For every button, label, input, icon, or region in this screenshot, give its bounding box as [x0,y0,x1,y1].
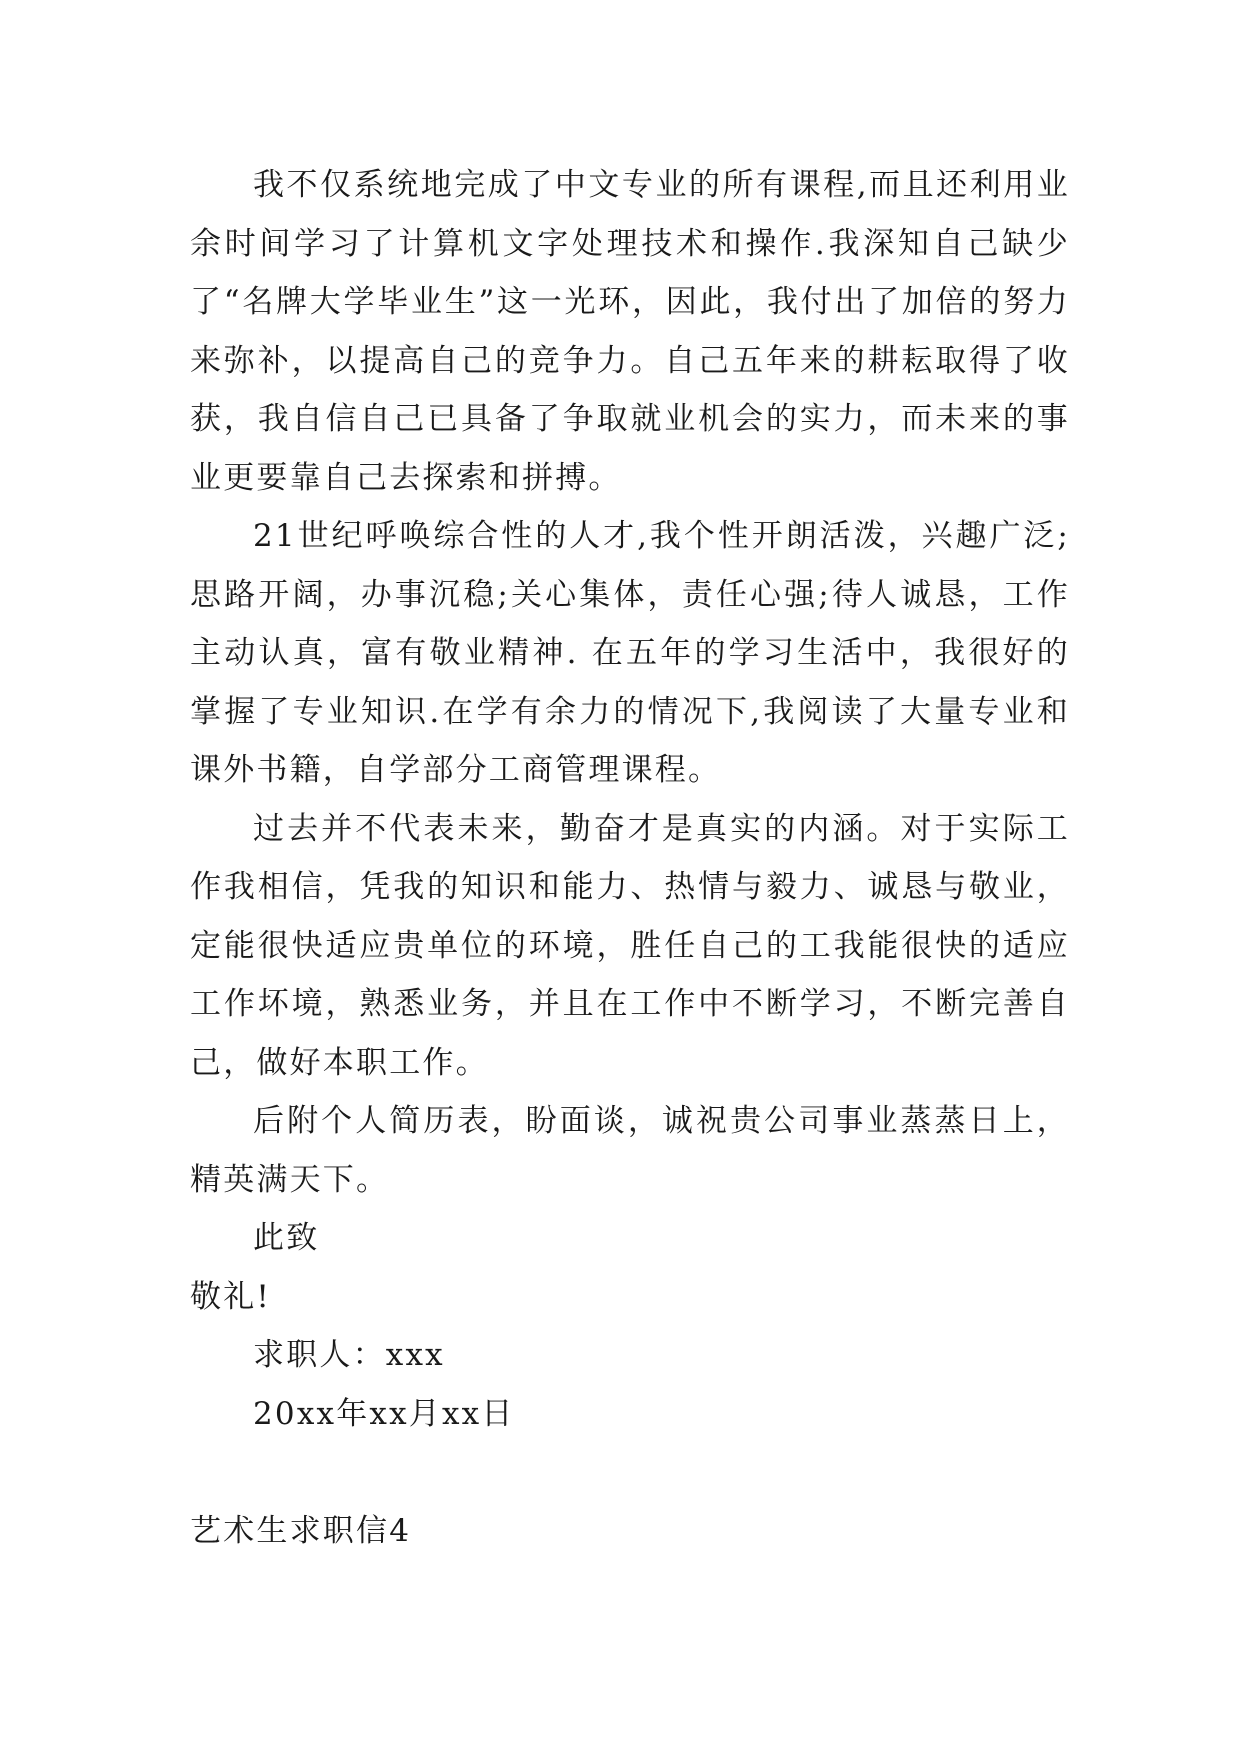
paragraph-future: 过去并不代表未来，勤奋才是真实的内涵。对于实际工作我相信，凭我的知识和能力、热情与毅力、诚恳与敬业，定能很快适应贵单位的环境，胜任自己的工我能很快的适应工作坏境，熟悉业务，并且在工作中不断学习，不断完善自己，做好本职工作。 [190,810,1070,1081]
paragraph-attachment: 后附个人简历表，盼面谈，诚祝贵公司事业蒸蒸日上，精英满天下。 [190,1103,1070,1198]
next-section-title: 艺术生求职信4 [190,1512,412,1549]
paragraph-courses: 我不仅系统地完成了中文专业的所有课程,而且还利用业余时间学习了计算机文字处理技术和操作.我深知自己缺少了“名牌大学毕业生”这一光环，因此，我付出了加倍的努力来弥补，以提高自己的竞争力。自己五年来的耕耘取得了收获，我自信自己已具备了争取就业机会的实力，而未来的事业更要靠自己去探索和拼搏。 [190,167,1070,496]
letter-body [190,156,1070,1560]
paragraph-personality: 21世纪呼唤综合性的人才,我个性开朗活泼，兴趣广泛;思路开阔，办事沉稳;关心集体，责任心强;待人诚恳，工作主动认真，富有敬业精神. 在五年的学习生活中，我很好的掌握了专业知识.在学有余力的情况下,我阅读了大量专业和课外书籍，自学部分工商管理课程。 [190,518,1070,788]
closing-line: 此致 [253,1220,320,1256]
section-gap [190,1443,1070,1502]
date-line: 20xx年xx月xx日 [253,1395,515,1432]
salutation-line: 敬礼! [190,1278,272,1315]
signature-line: 求职人：xxx [253,1337,445,1373]
